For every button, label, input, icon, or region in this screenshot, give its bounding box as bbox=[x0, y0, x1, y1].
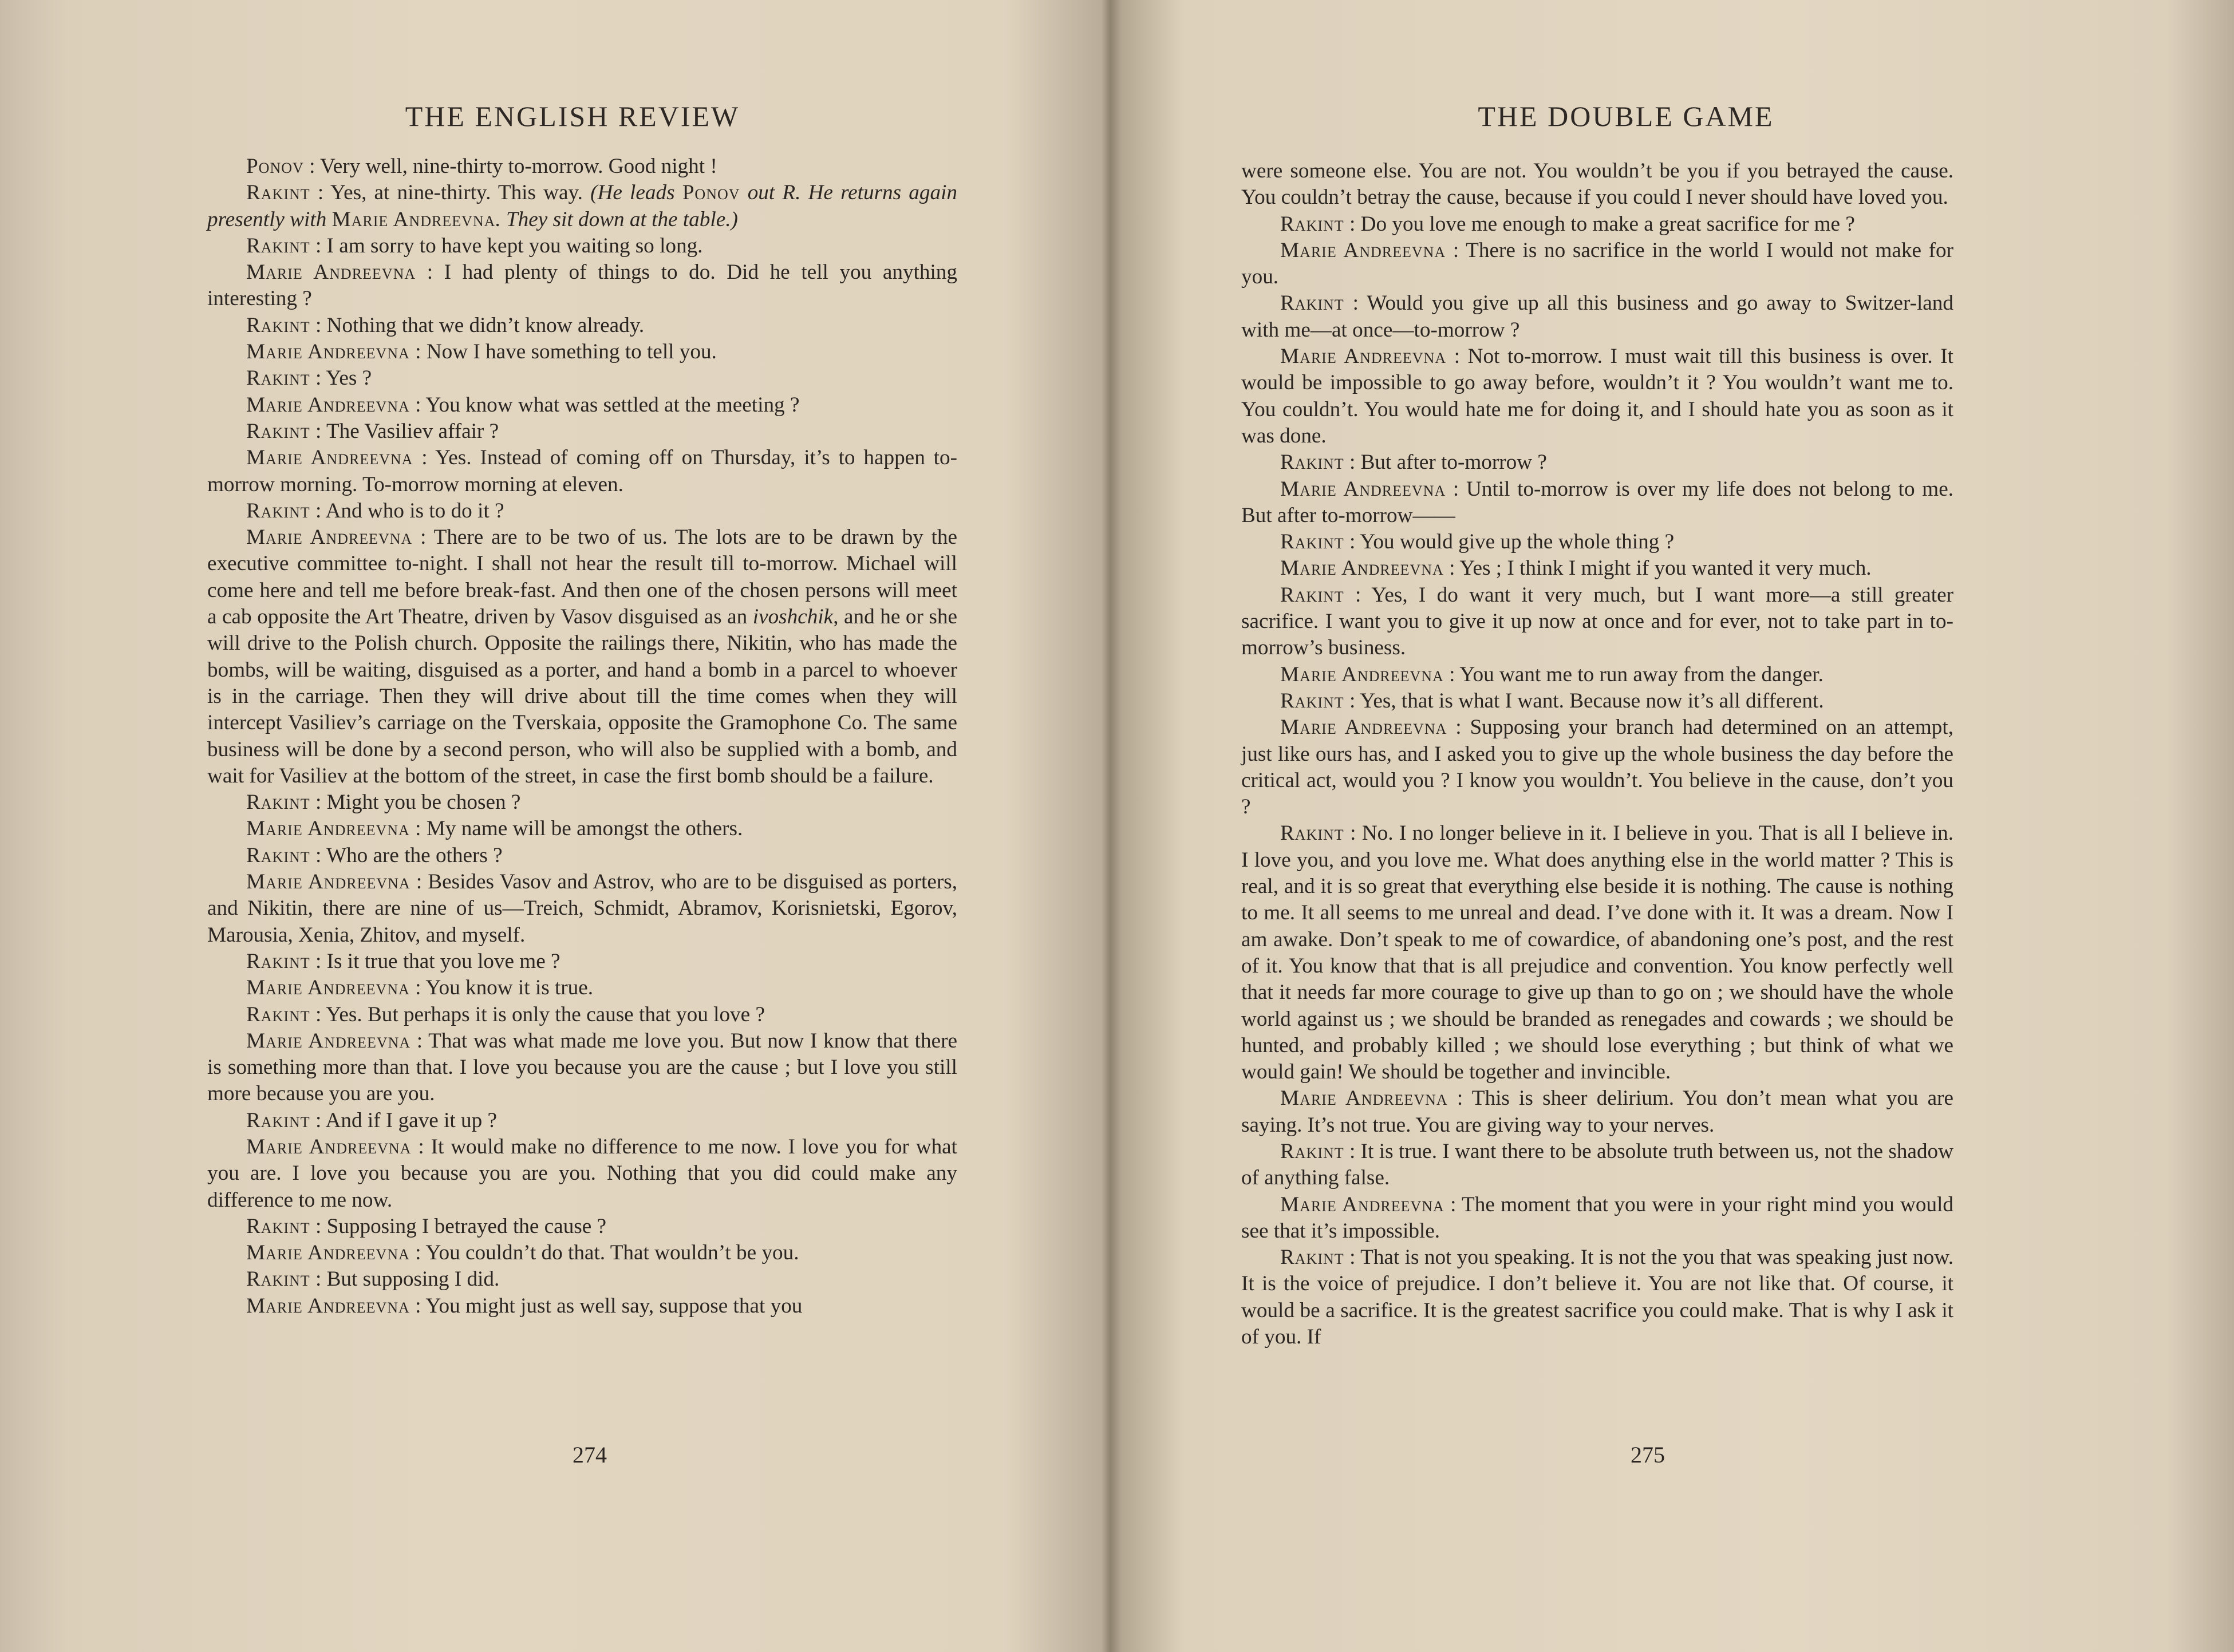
dialogue-paragraph bbox=[207, 1214, 957, 1240]
stage-direction-name: Ponov bbox=[682, 181, 740, 205]
speaker-name: Marie Andreevna bbox=[1280, 1086, 1448, 1110]
dialogue-text: : Yes. But perhaps it is only the cause that you love ? bbox=[310, 1002, 765, 1026]
dialogue-paragraph bbox=[207, 816, 957, 842]
speaker-name: Rakint bbox=[1280, 530, 1344, 554]
dialogue-text: : I had plenty of things to do. Did he tell you anything interesting ? bbox=[207, 260, 957, 311]
dialogue-paragraph bbox=[1241, 582, 1953, 662]
speaker-name: Marie Andreevna bbox=[246, 817, 410, 841]
speaker-name: Rakint bbox=[246, 1267, 310, 1291]
dialogue-text: : Yes ? bbox=[310, 366, 372, 390]
dialogue-text: : Until to-morrow is over my life does not belong to me. But after to-morrow—— bbox=[1241, 477, 1953, 527]
speaker-name: Rakint bbox=[246, 181, 310, 205]
speaker-name: Rakint bbox=[246, 1214, 310, 1238]
speaker-name: Rakint bbox=[1280, 1139, 1344, 1163]
dialogue-text: : Might you be chosen ? bbox=[310, 791, 521, 815]
dialogue-paragraph bbox=[1241, 449, 1953, 476]
dialogue-paragraph bbox=[1241, 662, 1953, 688]
page-text bbox=[1241, 158, 1953, 1350]
page-number: 274 bbox=[573, 1442, 607, 1468]
speaker-name: Marie Andreevna bbox=[246, 525, 413, 550]
dialogue-paragraph bbox=[207, 1002, 957, 1028]
speaker-name: Rakint bbox=[1280, 450, 1344, 475]
dialogue-paragraph bbox=[207, 869, 957, 948]
dialogue-paragraph bbox=[1241, 1085, 1953, 1139]
speaker-name: Marie Andreevna bbox=[246, 1029, 411, 1053]
dialogue-text: : That is not you speaking. It is not the you that was speaking just now. It is the voice of prejudice. I don’t believe it. You are not like that. Of course, it would be a sacrifice. It is the greatest sacrifice you could make. That is why I ask it of you. If bbox=[1241, 1246, 1953, 1349]
dialogue-text: : Yes. Instead of coming off on Thursday, it’s to happen to-morrow morning. To-morrow morning at eleven. bbox=[207, 446, 957, 496]
dialogue-text: , and he or she will drive to the Polish church. Opposite the railings there, Nikitin, who has made the bombs, will be waiting, disguised as a porter, and hand a bomb in a parcel to whoever is in the carriage. Then they will drive about till the time comes when they will intercept Vasiliev’s carriage on the Tverskaia, opposite the Gramophone Co. The same business will be done by a second person, who will also be supplied with a bomb, and wait for Vasiliev at the bottom of the street, in case the first bomb should be a failure. bbox=[207, 605, 957, 788]
speaker-name: Marie Andreevna bbox=[1280, 238, 1446, 262]
dialogue-paragraph bbox=[1241, 290, 1953, 343]
dialogue-paragraph bbox=[1241, 1192, 1953, 1245]
dialogue-text: : And who is to do it ? bbox=[310, 499, 504, 523]
speaker-name: Marie Andreevna bbox=[246, 1241, 410, 1265]
speaker-name: Rakint bbox=[1280, 689, 1344, 713]
dialogue-paragraph bbox=[1241, 476, 1953, 529]
speaker-name: Marie Andreevna bbox=[246, 340, 410, 364]
dialogue-paragraph bbox=[207, 153, 957, 180]
dialogue-text: : The moment that you were in your right mind you would see that it’s impossible. bbox=[1241, 1192, 1953, 1243]
dialogue-paragraph bbox=[207, 1108, 957, 1134]
dialogue-paragraph bbox=[207, 789, 957, 816]
speaker-name: Marie Andreevna bbox=[246, 976, 410, 1000]
dialogue-text: : Yes, that is what I want. Because now it’s all different. bbox=[1344, 689, 1824, 713]
dialogue-paragraph bbox=[207, 445, 957, 498]
speaker-name: Rakint bbox=[246, 419, 310, 443]
speaker-name: Marie Andreevna bbox=[1280, 345, 1447, 369]
foreign-word: ivoshchik bbox=[752, 605, 834, 629]
speaker-name: Rakint bbox=[246, 234, 310, 258]
speaker-name: Marie Andreevna bbox=[246, 393, 410, 417]
dialogue-text: : You might just as well say, suppose that you bbox=[409, 1294, 803, 1318]
speaker-name: Rakint bbox=[1280, 291, 1344, 315]
dialogue-text: : You know it is true. bbox=[409, 976, 594, 1000]
dialogue-text: : Yes ; I think I might if you wanted it very much. bbox=[1443, 556, 1872, 580]
speaker-name: Rakint bbox=[246, 313, 310, 337]
dialogue-paragraph bbox=[1241, 1244, 1953, 1350]
speaker-name: Rakint bbox=[246, 366, 310, 390]
dialogue-paragraph bbox=[207, 418, 957, 445]
dialogue-paragraph bbox=[1241, 820, 1953, 1085]
speaker-name: Rakint bbox=[1280, 1246, 1344, 1270]
dialogue-text: : The Vasiliev affair ? bbox=[310, 419, 499, 443]
dialogue-paragraph bbox=[207, 843, 957, 869]
speaker-name: Rakint bbox=[1280, 583, 1344, 607]
dialogue-paragraph bbox=[1241, 1139, 1953, 1192]
stage-direction-name: Marie Andreevna bbox=[331, 207, 496, 231]
dialogue-text: : You want me to run away from the danger. bbox=[1443, 662, 1823, 686]
dialogue-text: : You couldn’t do that. That wouldn’t be you. bbox=[409, 1241, 799, 1265]
dialogue-paragraph bbox=[207, 948, 957, 975]
speaker-name: Rakint bbox=[246, 1002, 310, 1026]
dialogue-text: : Besides Vasov and Astrov, who are to be disguised as porters, and Nikitin, there are nine of us—Treich, Schmidt, Abramov, Korisnietski, Egorov, Marousia, Xenia, Zhitov, and myself. bbox=[207, 870, 958, 947]
dialogue-paragraph bbox=[207, 339, 957, 365]
speaker-name: Marie Andreevna bbox=[246, 260, 416, 284]
dialogue-text: : This is sheer delirium. You don’t mean what you are saying. It’s not true. You are giving way to your nerves. bbox=[1241, 1086, 1953, 1137]
dialogue-text: : Now I have something to tell you. bbox=[409, 340, 717, 364]
speaker-name: Marie Andreevna bbox=[246, 1135, 412, 1159]
speaker-name: Marie Andreevna bbox=[246, 870, 411, 894]
dialogue-paragraph bbox=[1241, 714, 1953, 820]
dialogue-paragraph bbox=[207, 259, 957, 313]
dialogue-paragraph bbox=[207, 1134, 957, 1214]
speaker-name: Marie Andreevna bbox=[246, 1294, 410, 1318]
speaker-name: Rakint bbox=[246, 843, 310, 867]
speaker-name: Rakint bbox=[246, 1108, 310, 1132]
dialogue-text: : And if I gave it up ? bbox=[310, 1108, 498, 1132]
dialogue-paragraph bbox=[207, 313, 957, 339]
dialogue-paragraph bbox=[207, 975, 957, 1001]
speaker-name: Rakint bbox=[1280, 212, 1344, 236]
continued-paragraph: were someone else. You are not. You wouldn’t be you if you betrayed the cause. You couldn’t betray the cause, because if you could I never should have loved you. bbox=[1241, 159, 1953, 210]
dialogue-text: : Supposing your branch had determined on an attempt, just like ours has, and I asked you to give up the whole business the day before the critical act, would you ? I know you wouldn’t. You believe in the cause, don’t you ? bbox=[1241, 716, 1954, 819]
dialogue-paragraph bbox=[1241, 238, 1953, 291]
dialogue-paragraph bbox=[207, 1266, 957, 1293]
dialogue-paragraph bbox=[1241, 529, 1953, 555]
dialogue-paragraph bbox=[1241, 555, 1953, 582]
dialogue-text: : Would you give up all this business and go away to Switzer-land with me—at once—to-morrow ? bbox=[1241, 291, 1953, 342]
stage-direction: out R. He returns again presently with bbox=[207, 181, 957, 231]
speaker-name: Marie Andreevna bbox=[1280, 556, 1444, 580]
dialogue-text: : Nothing that we didn’t know already. bbox=[310, 313, 645, 337]
dialogue-text: : Very well, nine-thirty to-morrow. Good night ! bbox=[303, 155, 717, 178]
speaker-name: Rakint bbox=[246, 949, 310, 973]
dialogue-paragraph bbox=[207, 233, 957, 259]
dialogue-text: : But supposing I did. bbox=[310, 1267, 500, 1291]
page-text bbox=[207, 153, 957, 1319]
running-head: THE DOUBLE GAME bbox=[1478, 100, 1774, 132]
dialogue-paragraph bbox=[207, 365, 957, 392]
dialogue-text: : That was what made me love you. But now I know that there is something more than that. I love you because you are the cause ; but I love you still more because you are you. bbox=[207, 1029, 957, 1106]
dialogue-text: : It is true. I want there to be absolute truth between us, not the shadow of anything false. bbox=[1241, 1139, 1953, 1190]
dialogue-text: : Yes, I do want it very much, but I want more—a still greater sacrifice. I want you to give it up now at once and for ever, not to take part in to-morrow’s business. bbox=[1241, 583, 1953, 660]
dialogue-text: : I am sorry to have kept you waiting so long. bbox=[310, 234, 703, 258]
dialogue-text: : Supposing I betrayed the cause ? bbox=[310, 1214, 607, 1238]
speaker-name: Marie Andreevna bbox=[1280, 716, 1447, 740]
dialogue-text: : Yes, at nine-thirty. This way. bbox=[310, 181, 591, 205]
dialogue-paragraph bbox=[207, 1028, 957, 1108]
dialogue-paragraph bbox=[207, 180, 957, 233]
dialogue-paragraph bbox=[1241, 688, 1953, 714]
dialogue-text: : No. I no longer believe in it. I believe in you. That is all I believe in. I love you, and you love me. What does anything else in the world matter ? This is real, and it is so great that everything else beside it is nothing. The cause is nothing to me. It all seems to me unreal and dead. I’ve done with it. It was a dream. Now I am awake. Don’t speak to me of cowardice, of abandoning one’s post, and the rest of it. You know that that is all prejudice and convention. You know perfectly well that it needs far more courage to give up than to go on ; we should have the whole world against us ; we should be branded as renegades and cowards ; we should be hunted, and probably killed ; we should lose everything ; but think of what we would gain! We should be together and invincible. bbox=[1241, 821, 1953, 1084]
dialogue-text: : But after to-morrow ? bbox=[1344, 450, 1547, 475]
stage-direction: . They sit down at the table.) bbox=[495, 207, 738, 231]
running-head: THE ENGLISH REVIEW bbox=[405, 100, 740, 132]
dialogue-text: : You would give up the whole thing ? bbox=[1344, 530, 1675, 554]
dialogue-text: : There is no sacrifice in the world I would not make for you. bbox=[1241, 238, 1953, 289]
dialogue-text: : Not to-morrow. I must wait till this business is over. It would be impossible to go away before, wouldn’t it ? You wouldn’t want me to. You couldn’t. You would hate me for doing it, and I should hate you as soon as it was done. bbox=[1241, 345, 1953, 448]
dialogue-text: : It would make no difference to me now. I love you for what you are. I love you because you are you. Nothing that you did could make any difference to me now. bbox=[207, 1135, 957, 1212]
dialogue-paragraph bbox=[1241, 343, 1953, 449]
speaker-name: Marie Andreevna bbox=[1280, 477, 1446, 501]
dialogue-text: : Is it true that you love me ? bbox=[310, 949, 561, 973]
speaker-name: Marie Andreevna bbox=[246, 446, 413, 470]
dialogue-paragraph bbox=[1241, 211, 1953, 238]
dialogue-paragraph bbox=[207, 1293, 957, 1319]
dialogue-text: : Who are the others ? bbox=[310, 843, 503, 867]
dialogue-paragraph bbox=[207, 392, 957, 418]
dialogue-text: : You know what was settled at the meeting ? bbox=[409, 393, 800, 417]
speaker-name: Rakint bbox=[1280, 821, 1344, 845]
stage-direction: (He leads bbox=[590, 181, 682, 205]
dialogue-text: : My name will be amongst the others. bbox=[409, 817, 743, 841]
speaker-name: Marie Andreevna bbox=[1280, 662, 1444, 686]
right-page bbox=[1111, 0, 2234, 1652]
left-page bbox=[0, 0, 1105, 1652]
speaker-name: Rakint bbox=[246, 499, 310, 523]
speaker-name: Ponov bbox=[246, 155, 304, 178]
dialogue-text: : There are to be two of us. The lots are to be drawn by the executive committee to-night. I shall not hear the result till to-morrow. Michael will come here and tell me before break-fast. And then one of the chosen persons will meet a cab opposite the Art Theatre, driven by Vasov disguised as an bbox=[207, 525, 958, 629]
dialogue-paragraph bbox=[207, 498, 957, 524]
dialogue-paragraph bbox=[207, 1240, 957, 1266]
dialogue-paragraph bbox=[207, 524, 957, 789]
page-number: 275 bbox=[1631, 1442, 1665, 1468]
speaker-name: Rakint bbox=[246, 791, 310, 815]
dialogue-text: : Do you love me enough to make a great sacrifice for me ? bbox=[1344, 212, 1855, 236]
speaker-name: Marie Andreevna bbox=[1280, 1192, 1444, 1216]
